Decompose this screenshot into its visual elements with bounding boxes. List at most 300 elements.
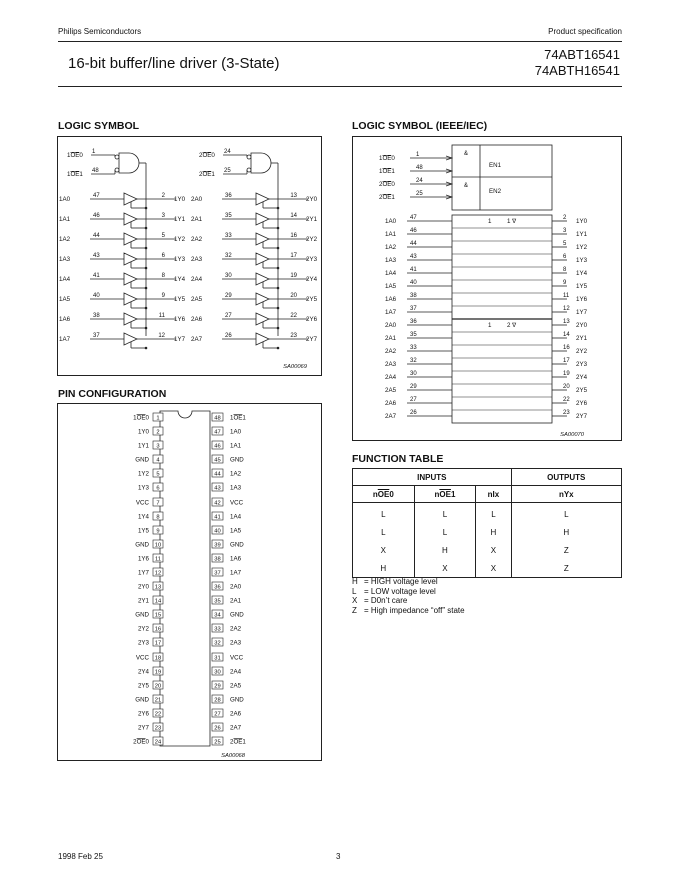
iec-input-label: 2A7 xyxy=(385,413,397,420)
pin-name-right: 2A1 xyxy=(230,597,242,605)
iec-output-pin: 11 xyxy=(563,293,570,299)
footer-page-number: 3 xyxy=(336,852,341,861)
ls-enable-bar: OE xyxy=(202,152,212,159)
iec-output-label: 2Y5 xyxy=(576,387,588,394)
ls-junction-dot xyxy=(277,347,280,350)
ls-junction-dot xyxy=(277,207,280,210)
iec-input-pin: 36 xyxy=(410,319,417,325)
ft-cell: H xyxy=(476,523,511,541)
pin-name-right: 1A4 xyxy=(230,513,242,521)
pin-name-right: 1A2 xyxy=(230,470,242,478)
logic-symbol-iec-diagram xyxy=(352,136,622,441)
iec-enable-label xyxy=(379,168,395,175)
ls-enable-pin: 48 xyxy=(92,168,99,174)
ls-input-label: 2A6 xyxy=(191,316,203,323)
ls-enable-pin: 24 xyxy=(224,149,231,155)
pin-config-content xyxy=(133,411,246,759)
pin-number-left: 19 xyxy=(154,669,162,676)
pin-name-left: 1Y6 xyxy=(137,555,149,563)
iec-output-pin: 17 xyxy=(563,358,570,364)
part-number-1: 74ABT16541 xyxy=(544,47,620,62)
iec-input-pin: 27 xyxy=(410,397,417,403)
ls-output-label: 2Y0 xyxy=(306,196,318,203)
pin-name-right: 1A5 xyxy=(230,527,242,535)
ls-buffer-triangle xyxy=(256,213,269,225)
iec-and-symbol-1: & xyxy=(463,150,469,157)
logic-symbol-iec-title: LOGIC SYMBOL (IEEE/IEC) xyxy=(352,120,488,132)
pin-number-left: 18 xyxy=(154,655,162,662)
ls-buffer-triangle xyxy=(256,253,269,265)
iec-en1-label: EN1 xyxy=(489,162,502,169)
iec-input-pin: 40 xyxy=(410,280,417,286)
iec-input-pin: 47 xyxy=(410,215,417,221)
pin-config-title: PIN CONFIGURATION xyxy=(58,388,167,400)
ls-figure-id: SA00069 xyxy=(283,364,307,370)
iec-enable-label-post: 0 xyxy=(391,155,395,162)
ls-buffer-triangle xyxy=(256,273,269,285)
pin-name-left-bar: OE xyxy=(136,738,146,746)
iec-input-pin: 32 xyxy=(410,358,417,364)
ls-output-pin: 19 xyxy=(290,273,297,279)
pin-name-left: 2Y3 xyxy=(137,639,149,647)
ls-and-gate xyxy=(251,153,271,173)
ls-output-label: 1Y7 xyxy=(174,336,186,343)
pin-number-right: 39 xyxy=(214,542,221,549)
pin-number-right: 33 xyxy=(214,626,221,633)
pin-name-right: VCC xyxy=(230,654,244,662)
legend-key: X xyxy=(352,596,358,606)
iec-input-label: 1A7 xyxy=(385,309,397,316)
iec-input-label: 2A5 xyxy=(385,387,397,394)
ls-input-pin: 30 xyxy=(225,273,232,279)
ls-input-label: 2A2 xyxy=(191,236,203,243)
ls-output-label: 2Y7 xyxy=(306,336,318,343)
pin-name-right-bar: OE xyxy=(233,738,243,746)
ls-input-label: 2A3 xyxy=(191,256,203,263)
pin-number-right: 34 xyxy=(214,612,221,619)
pin-name-left xyxy=(133,738,149,745)
pin-name-right-post: 1 xyxy=(242,738,246,746)
iec-input-label: 1A5 xyxy=(385,283,397,290)
ls-input-pin: 37 xyxy=(93,333,100,339)
ls-enable-pin: 25 xyxy=(224,168,231,174)
ls-output-pin: 17 xyxy=(290,253,297,259)
ls-input-pin: 38 xyxy=(93,313,100,319)
ls-output-pin: 11 xyxy=(158,313,165,319)
pin-number-left: 8 xyxy=(156,514,160,521)
ft-cell: L xyxy=(353,503,415,524)
pin-number-left: 14 xyxy=(154,598,162,605)
pin-config-figure-id: SA00068 xyxy=(221,753,245,759)
pin-name-right: 2A0 xyxy=(230,583,242,591)
ls-junction-dot xyxy=(277,267,280,270)
ls-input-pin: 46 xyxy=(93,213,100,219)
iec-enable-label-post: 1 xyxy=(391,168,395,175)
ls-junction-dot xyxy=(145,307,148,310)
ls-enable-suf: 0 xyxy=(79,152,83,159)
iec-content xyxy=(379,145,588,438)
pin-name-left: 1Y3 xyxy=(137,484,149,492)
pin-number-left: 16 xyxy=(154,626,162,633)
iec-input-label: 1A2 xyxy=(385,244,397,251)
ls-output-pin: 9 xyxy=(161,293,165,299)
iec-dep-label: 1 ∇ xyxy=(507,218,517,225)
iec-enable-label-pre: 2 xyxy=(379,181,383,188)
pin-number-left: 10 xyxy=(154,542,162,549)
pin-name-right: 2A2 xyxy=(230,625,242,633)
ls-input-label: 1A4 xyxy=(59,276,71,283)
pin-name-right-post: 1 xyxy=(242,414,246,422)
ft-cell: L xyxy=(353,523,415,541)
iec-dep-label: 2 ∇ xyxy=(507,322,517,329)
ls-input-label: 1A6 xyxy=(59,316,71,323)
ls-input-label: 2A0 xyxy=(191,196,203,203)
pin-name-left: GND xyxy=(135,541,149,549)
pin-number-right: 44 xyxy=(214,471,221,478)
pin-name-right: 2A7 xyxy=(230,724,242,732)
pin-number-left: 7 xyxy=(156,500,160,507)
iec-output-pin: 5 xyxy=(563,241,567,247)
iec-output-label: 2Y6 xyxy=(576,400,588,407)
pin-number-right: 30 xyxy=(214,669,221,676)
ls-output-label: 1Y0 xyxy=(174,196,186,203)
iec-output-pin: 6 xyxy=(563,254,567,260)
ls-buffer-triangle xyxy=(256,333,269,345)
iec-output-pin: 9 xyxy=(563,280,567,286)
legend-desc: = High impedance “off” state xyxy=(364,605,465,615)
ls-input-label: 1A0 xyxy=(59,196,71,203)
ls-buffer-triangle xyxy=(124,293,137,305)
ls-output-label: 2Y3 xyxy=(306,256,318,263)
ls-enable-suf: 1 xyxy=(79,171,83,178)
ls-output-pin: 5 xyxy=(161,233,165,239)
ls-output-label: 1Y2 xyxy=(174,236,186,243)
iec-output-label: 2Y2 xyxy=(576,348,588,355)
ft-cell: H xyxy=(511,523,621,541)
ls-and-gate xyxy=(119,153,139,173)
ls-buffer-triangle xyxy=(256,233,269,245)
iec-input-label: 2A6 xyxy=(385,400,397,407)
pin-name-right: 2A4 xyxy=(230,668,242,676)
pin-name-right: 2A5 xyxy=(230,682,242,690)
ft-col-out: nYx xyxy=(511,486,621,503)
iec-enable-label-bar: OE xyxy=(382,194,392,201)
pin-number-right: 47 xyxy=(214,429,221,436)
legend-desc: = HIGH voltage level xyxy=(364,577,438,586)
pin-name-left: 1Y4 xyxy=(137,513,149,521)
iec-input-label: 2A4 xyxy=(385,374,397,381)
pin-name-right: 1A1 xyxy=(230,442,242,450)
ls-input-label: 2A4 xyxy=(191,276,203,283)
ls-input-label: 1A7 xyxy=(59,336,71,343)
ft-row xyxy=(353,541,622,559)
iec-input-label: 2A3 xyxy=(385,361,397,368)
iec-input-pin: 37 xyxy=(410,306,417,312)
ls-output-pin: 13 xyxy=(290,193,297,199)
ft-outputs-header: OUTPUTS xyxy=(511,469,621,486)
legend-item xyxy=(352,606,465,616)
ls-enable-pre: 1 xyxy=(67,152,71,159)
iec-input-label: 1A0 xyxy=(385,218,397,225)
ft-row xyxy=(353,523,622,541)
ls-and-gate-bubble xyxy=(247,168,251,172)
logic-symbol-diagram xyxy=(57,136,322,376)
pin-number-right: 26 xyxy=(214,725,221,732)
pin-number-right: 38 xyxy=(214,556,221,563)
ls-enable-label xyxy=(199,152,215,159)
iec-enable-pin: 24 xyxy=(416,178,423,184)
ls-output-label: 1Y3 xyxy=(174,256,186,263)
ft-cell: L xyxy=(414,503,476,524)
ls-enable-label xyxy=(67,152,83,159)
pin-number-left: 4 xyxy=(156,457,160,464)
ls-input-label: 2A1 xyxy=(191,216,203,223)
iec-output-label: 1Y6 xyxy=(576,296,588,303)
ls-input-pin: 41 xyxy=(93,273,100,279)
pin-number-right: 41 xyxy=(214,514,221,521)
ft-col-oe0-bar: $\overline{OE}$ xyxy=(377,489,390,499)
ls-buffer-triangle xyxy=(124,213,137,225)
pin-name-left: 2Y6 xyxy=(137,710,149,718)
pin-name-right-pre: 2 xyxy=(230,738,234,746)
ls-junction-dot xyxy=(145,247,148,250)
pin-name-left-bar: OE xyxy=(136,414,146,422)
ls-input-pin: 33 xyxy=(225,233,232,239)
pin-number-left: 6 xyxy=(156,485,160,492)
ls-output-pin: 8 xyxy=(161,273,165,279)
iec-output-pin: 3 xyxy=(563,228,567,234)
pin-name-left: 2Y7 xyxy=(137,724,149,732)
iec-input-pin: 35 xyxy=(410,332,417,338)
ls-output-pin: 6 xyxy=(161,253,165,259)
ft-inputs-header: INPUTS xyxy=(353,469,512,486)
pin-name-left: 2Y5 xyxy=(137,682,149,690)
pin-number-right: 40 xyxy=(214,528,221,535)
ls-input-label: 1A5 xyxy=(59,296,71,303)
company-name: Philips Semiconductors xyxy=(58,27,142,36)
pin-number-right: 25 xyxy=(214,739,221,746)
ls-output-label: 1Y5 xyxy=(174,296,186,303)
ft-col-oe1-pre: n xyxy=(434,489,440,499)
ls-enable-pre: 2 xyxy=(199,152,203,159)
iec-input-label: 1A3 xyxy=(385,257,397,264)
ls-output-pin: 23 xyxy=(290,333,297,339)
ls-output-label: 1Y4 xyxy=(174,276,186,283)
pin-name-left: 2Y4 xyxy=(137,668,149,676)
iec-output-pin: 8 xyxy=(563,267,567,273)
ls-enable-pin: 1 xyxy=(92,149,96,155)
iec-enable-label-post: 0 xyxy=(391,181,395,188)
ls-output-pin: 12 xyxy=(158,333,165,339)
ls-enable-bar: OE xyxy=(202,171,212,178)
ls-input-pin: 29 xyxy=(225,293,232,299)
ls-input-label: 2A7 xyxy=(191,336,203,343)
pin-name-left: GND xyxy=(135,611,149,619)
iec-enable-label-bar: OE xyxy=(382,168,392,175)
pin-name-left: 1Y7 xyxy=(137,569,149,577)
pin-name-left: GND xyxy=(135,456,149,464)
iec-output-pin: 2 xyxy=(563,215,567,221)
iec-output-pin: 19 xyxy=(563,371,570,377)
pin-config-frame xyxy=(58,404,322,761)
ls-junction-dot xyxy=(145,347,148,350)
ls-buffer-triangle xyxy=(124,253,137,265)
ls-junction-dot xyxy=(145,287,148,290)
iec-en2-label: EN2 xyxy=(489,188,502,195)
ls-input-pin: 36 xyxy=(225,193,232,199)
pin-number-right: 35 xyxy=(214,598,221,605)
ft-col-oe1 xyxy=(414,486,476,503)
pin-name-right: 1A7 xyxy=(230,569,242,577)
iec-enable-label xyxy=(379,155,395,162)
logic-symbol-content xyxy=(59,149,318,370)
iec-enable-label-bar: OE xyxy=(382,155,392,162)
ft-group-row xyxy=(353,469,622,486)
ls-output-label: 1Y1 xyxy=(174,216,186,223)
ft-col-in: nIx xyxy=(476,486,511,503)
ft-cell: H xyxy=(353,559,415,578)
ls-junction-dot xyxy=(277,307,280,310)
ls-enable-pre: 2 xyxy=(199,171,203,178)
iec-output-pin: 13 xyxy=(563,319,570,325)
function-table-legend xyxy=(352,577,465,615)
pin-number-right: 43 xyxy=(214,485,221,492)
ls-input-pin: 35 xyxy=(225,213,232,219)
ls-output-label: 2Y4 xyxy=(306,276,318,283)
pin-name-right xyxy=(230,738,246,745)
legend-desc: = D0n’t care xyxy=(364,596,408,606)
ft-col-oe0 xyxy=(353,486,415,503)
ls-output-pin: 20 xyxy=(290,293,297,299)
pin-config-diagram xyxy=(57,403,322,761)
ls-output-pin: 14 xyxy=(290,213,297,219)
ls-output-label: 2Y1 xyxy=(306,216,318,223)
iec-enable-label xyxy=(379,181,395,188)
pin-number-right: 42 xyxy=(214,500,221,507)
iec-output-label: 1Y0 xyxy=(576,218,588,225)
pin-name-left: 2Y1 xyxy=(137,597,149,605)
pin-number-left: 1 xyxy=(156,415,160,422)
ls-enable-suf: 0 xyxy=(211,152,215,159)
ls-junction-dot xyxy=(145,267,148,270)
pin-number-right: 27 xyxy=(214,711,221,718)
iec-and-symbol-2: & xyxy=(463,182,469,189)
iec-output-label: 1Y7 xyxy=(576,309,588,316)
function-table xyxy=(352,468,622,578)
pin-name-right: 2A6 xyxy=(230,710,242,718)
iec-enable-label xyxy=(379,194,395,201)
legend-key: H xyxy=(352,577,358,586)
iec-enable-pin: 48 xyxy=(416,165,423,171)
pin-name-right xyxy=(230,414,246,421)
ic-package-body xyxy=(160,411,210,746)
pin-number-right: 31 xyxy=(214,655,221,662)
ls-enable-label xyxy=(199,171,215,178)
document-type: Product specification xyxy=(548,27,622,36)
pin-name-right: 2A3 xyxy=(230,639,242,647)
iec-output-label: 2Y0 xyxy=(576,322,588,329)
pin-number-right: 28 xyxy=(214,697,221,704)
legend-item xyxy=(352,596,465,606)
iec-output-label: 1Y1 xyxy=(576,231,588,238)
ls-enable-label xyxy=(67,171,83,178)
ls-and-gate-bubble xyxy=(247,155,251,159)
ls-input-label: 2A5 xyxy=(191,296,203,303)
pin-name-right: 1A0 xyxy=(230,428,242,436)
iec-output-label: 2Y3 xyxy=(576,361,588,368)
pin-number-left: 23 xyxy=(154,725,162,732)
pin-number-left: 5 xyxy=(156,471,160,478)
pin-name-right: 1A6 xyxy=(230,555,242,563)
iec-output-label: 2Y4 xyxy=(576,374,588,381)
part-number-2: 74ABTH16541 xyxy=(534,63,620,78)
pin-name-right: 1A3 xyxy=(230,484,242,492)
ls-buffer-triangle xyxy=(124,233,137,245)
pin-number-left: 24 xyxy=(154,739,162,746)
ls-buffer-triangle xyxy=(256,193,269,205)
ls-junction-dot xyxy=(277,247,280,250)
ls-input-pin: 43 xyxy=(93,253,100,259)
ls-input-pin: 47 xyxy=(93,193,100,199)
ls-output-label: 1Y6 xyxy=(174,316,186,323)
pin-number-right: 48 xyxy=(214,415,221,422)
iec-input-label: 1A6 xyxy=(385,296,397,303)
pin-number-right: 46 xyxy=(214,443,221,450)
ls-output-label: 2Y2 xyxy=(306,236,318,243)
pin-number-right: 32 xyxy=(214,640,221,647)
ls-buffer-triangle xyxy=(124,193,137,205)
iec-enable-label-pre: 2 xyxy=(379,194,383,201)
pin-number-left: 17 xyxy=(154,640,162,647)
iec-output-label: 1Y2 xyxy=(576,244,588,251)
pin-name-left xyxy=(133,414,149,421)
header-rule-bottom xyxy=(58,86,622,87)
iec-input-pin: 29 xyxy=(410,384,417,390)
ls-buffer-triangle xyxy=(124,313,137,325)
ls-output-pin: 3 xyxy=(161,213,165,219)
pin-name-left-pre: 2 xyxy=(133,738,137,746)
ft-column-row xyxy=(353,486,622,503)
iec-input-pin: 41 xyxy=(410,267,417,273)
pin-name-right: GND xyxy=(230,456,244,464)
legend-item xyxy=(352,587,465,597)
iec-output-label: 1Y3 xyxy=(576,257,588,264)
pin-name-right-bar: OE xyxy=(233,414,243,422)
pin-number-left: 13 xyxy=(154,584,162,591)
ls-input-pin: 27 xyxy=(225,313,232,319)
iec-input-pin: 33 xyxy=(410,345,417,351)
ft-row xyxy=(353,503,622,524)
pin-name-right: VCC xyxy=(230,499,244,507)
ls-junction-dot xyxy=(277,227,280,230)
pin-number-right: 29 xyxy=(214,683,221,690)
iec-input-pin: 38 xyxy=(410,293,417,299)
pin-number-left: 15 xyxy=(154,612,162,619)
iec-input-label: 1A1 xyxy=(385,231,397,238)
iec-input-label: 1A4 xyxy=(385,270,397,277)
pin-name-left: 1Y1 xyxy=(137,442,149,450)
iec-input-label: 2A1 xyxy=(385,335,397,342)
footer-date: 1998 Feb 25 xyxy=(58,852,103,861)
pin-name-right: GND xyxy=(230,541,244,549)
ls-junction-dot xyxy=(145,327,148,330)
pin-name-left: 1Y5 xyxy=(137,527,149,535)
ft-body xyxy=(353,503,622,578)
ls-enable-bar: OE xyxy=(70,152,80,159)
ft-cell: X xyxy=(353,541,415,559)
iec-input-label: 2A0 xyxy=(385,322,397,329)
ls-junction-dot xyxy=(145,227,148,230)
